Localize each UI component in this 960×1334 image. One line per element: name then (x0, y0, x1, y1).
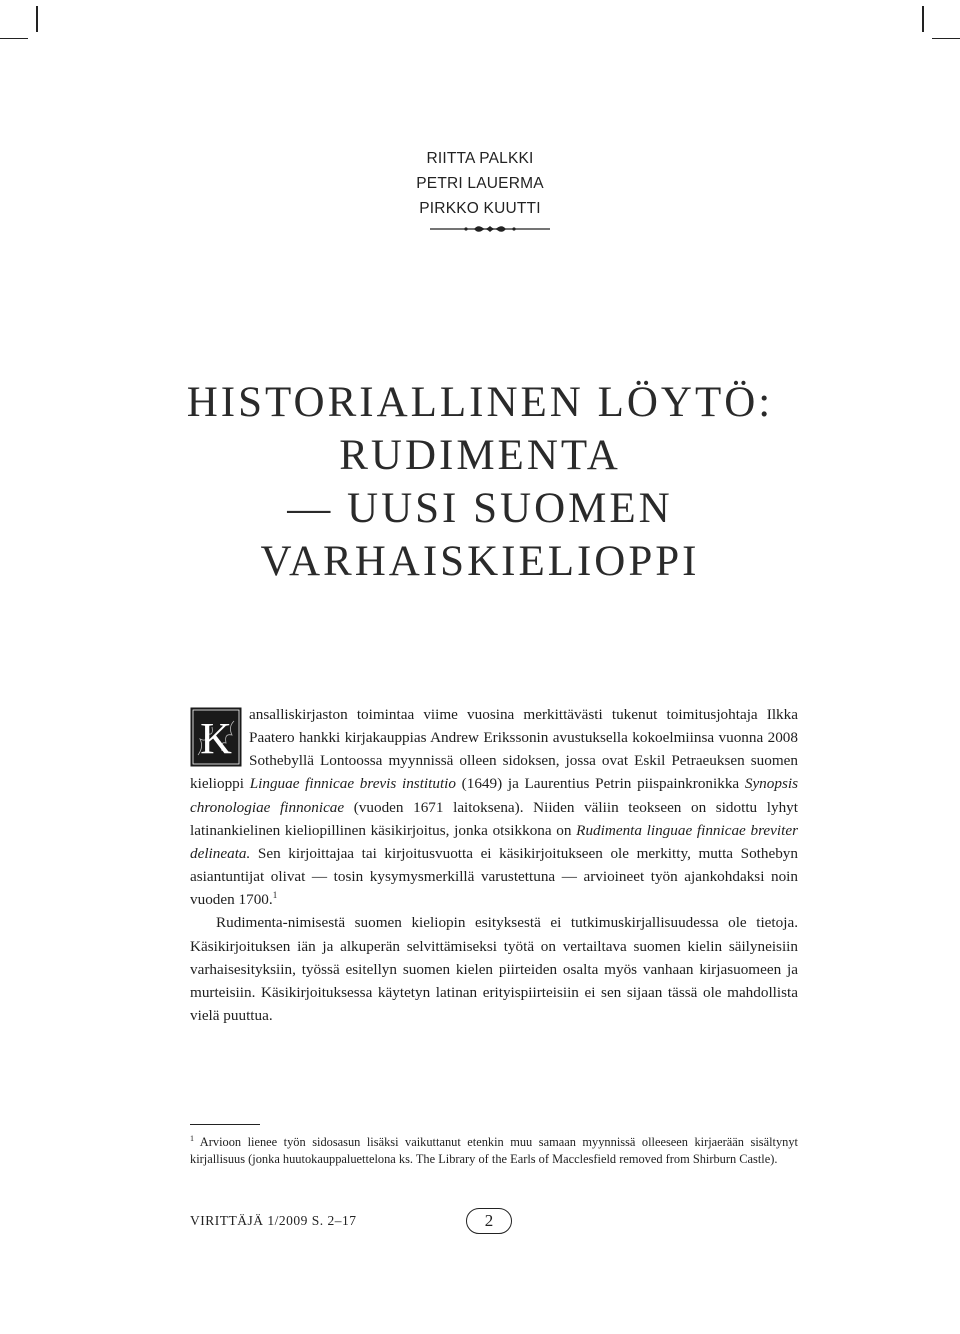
article-body (190, 703, 798, 1027)
crop-mark (932, 38, 960, 39)
title-line: VARHAISKIELIOPPI (260, 538, 700, 585)
dropcap-initial-icon (190, 707, 242, 767)
title-line: HISTORIALLINEN LÖYTÖ: (186, 379, 774, 426)
book-title: Linguae finnicae brevis institutio (249, 775, 456, 793)
title-line: RUDIMENTA (339, 432, 621, 479)
footnote-text: Arvioon lienee työn sidosasun lisäksi vaikuttanut etenkin muu samaan myynnissä olleeseen kirjaerään sisältynyt kirjallisuus (jonka huutokauppaluettelona ks. The Library of the Earls of Macclesfield removed from Shirburn Castle). (190, 1135, 798, 1167)
svg-text:K: K (200, 714, 232, 763)
paragraph-text: Sen kirjoittajaa tai kirjoitusvuotta ei käsikirjoitukseen ole merkitty, mutta Sothebyn asiantuntijat olivat — tosin kysymysmerkillä varustettuna — arvioineet työn ajankohdaksi noin vuoden 1700. (190, 844, 798, 909)
fleuron-rule-ornament-icon (430, 221, 550, 237)
author-name: PETRI LAUERMA (416, 175, 544, 192)
book-title: Synopsis chronologiae finnonicae (190, 775, 798, 816)
crop-mark (0, 38, 28, 39)
crop-mark (922, 6, 924, 32)
journal-citation: VIRITTÄJÄ 1/2009 S. 2–17 (190, 1213, 357, 1228)
crop-mark (36, 6, 38, 32)
author-name: PIRKKO KUUTTI (419, 200, 541, 217)
footnote-reference: 1 (272, 890, 278, 901)
footnote-number: 1 (190, 1134, 194, 1143)
title-line: — UUSI SUOMEN (287, 485, 673, 532)
manuscript-title: Rudimenta linguae finnicae breviter delineata. (190, 821, 798, 862)
paragraph-text: ansalliskirjaston toimintaa viime vuosina merkittävästi tukenut toimitusjohtaja Ilkka Paatero hankki kirjakauppias Andrew Erikssonin avustuksella kokoelmiinsa vuonna 2008 Sothebyllä Lontoossa myynnissä olleen sidoksen, jossa ovat Eskil Petraeuksen suomen kielioppi (190, 706, 798, 793)
page-number: 2 (466, 1208, 512, 1234)
paragraph-text: (1649) ja Laurentius Petrin piispainkronikka (456, 775, 745, 793)
paragraph (190, 703, 798, 911)
footnote-rule (190, 1124, 260, 1125)
article-title (0, 376, 960, 588)
paragraph: Rudimenta-nimisestä suomen kieliopin esityksestä ei tutkimuskirjallisuudessa ole tietoja. Käsikirjoituksen iän ja alkuperän selvittämiseksi työtä on vertailtava suomen kielin säilyneisiin varhaisesityksiin, työssä esitellyn suomen kielen piirteiden osalta myös vanhaan kirjasuomeen ja murteisiin. Käsikirjoituksessa käytetyn latinan erityispiirteisiin ei sen sijaan tässä ole mahdollista vielä puuttua. (190, 914, 798, 1025)
author-list (0, 146, 960, 221)
footnote (190, 1130, 798, 1169)
paragraph-text: (vuoden 1671 laitoksena). Niiden väliin teokseen on sidottu lyhyt latinankielinen kieliopillinen käsikirjoitus, jonka otsikkona on (190, 798, 798, 839)
author-name: RIITTA PALKKI (426, 150, 534, 167)
